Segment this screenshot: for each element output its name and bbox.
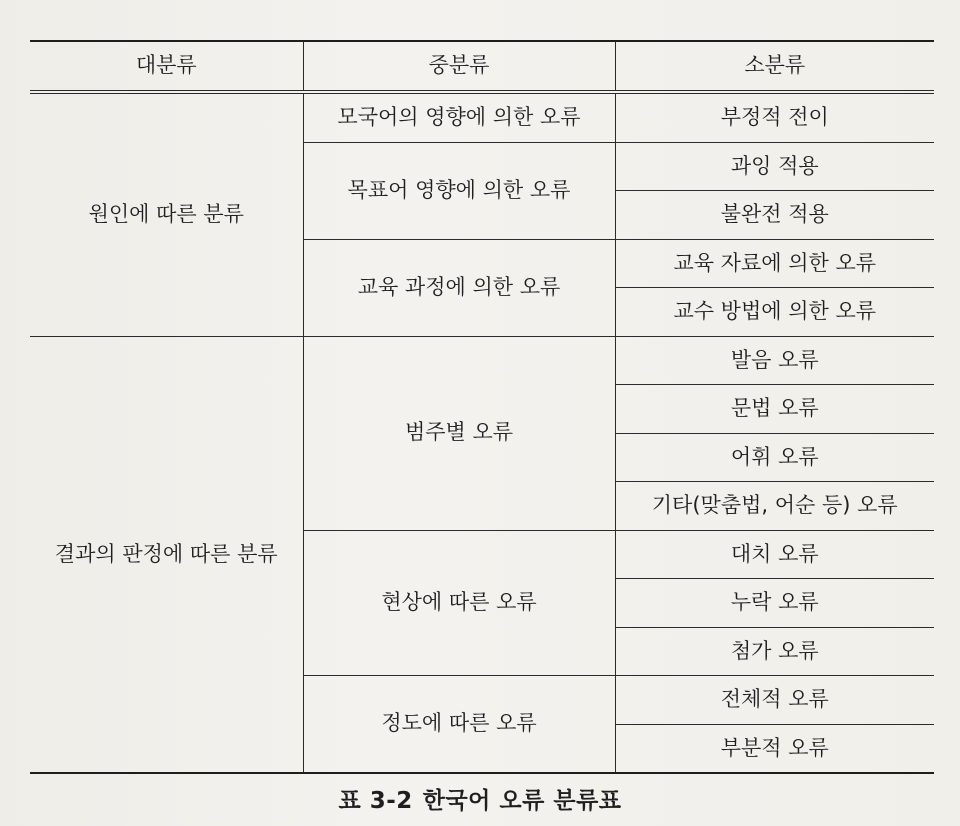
minor-category-cell: 교수 방법에 의한 오류: [615, 288, 934, 337]
table-row: [30, 336, 934, 385]
minor-category-cell: 전체적 오류: [615, 676, 934, 725]
major-category-cell: 원인에 따른 분류: [88, 202, 244, 227]
error-classification-table: [30, 40, 934, 774]
middle-category-cell: 범주별 오류: [303, 336, 615, 530]
header-row: [30, 41, 934, 92]
major-category-cell: 결과의 판정에 따른 분류: [30, 336, 303, 773]
minor-category-cell: 어휘 오류: [615, 433, 934, 482]
minor-category-cell: 문법 오류: [615, 385, 934, 434]
header-major: 대분류: [30, 41, 303, 92]
minor-category-cell: 과잉 적용: [615, 142, 934, 191]
middle-category-cell: 목표어 영향에 의한 오류: [303, 142, 615, 239]
middle-category-cell: 현상에 따른 오류: [303, 530, 615, 676]
minor-category-cell: 누락 오류: [615, 579, 934, 628]
minor-category-cell: 발음 오류: [615, 336, 934, 385]
table-row: [30, 92, 934, 142]
table-caption: [0, 782, 960, 815]
minor-category-cell: 첨가 오류: [615, 627, 934, 676]
minor-category-cell: 불완전 적용: [615, 191, 934, 240]
minor-category-cell: 교육 자료에 의한 오류: [615, 239, 934, 288]
header-minor: 소분류: [615, 41, 934, 92]
caption-number: 표 3-2: [338, 788, 413, 814]
minor-category-cell: 대치 오류: [615, 530, 934, 579]
minor-category-cell: 부분적 오류: [615, 724, 934, 773]
middle-category-cell: 모국어의 영향에 의한 오류: [303, 92, 615, 142]
caption-title: 한국어 오류 분류표: [422, 788, 622, 814]
header-middle: 중분류: [303, 41, 615, 92]
minor-category-cell: 기타(맞춤법, 어순 등) 오류: [615, 482, 934, 531]
middle-category-cell: 정도에 따른 오류: [303, 676, 615, 774]
minor-category-cell: 부정적 전이: [615, 92, 934, 142]
middle-category-cell: 교육 과정에 의한 오류: [303, 239, 615, 336]
